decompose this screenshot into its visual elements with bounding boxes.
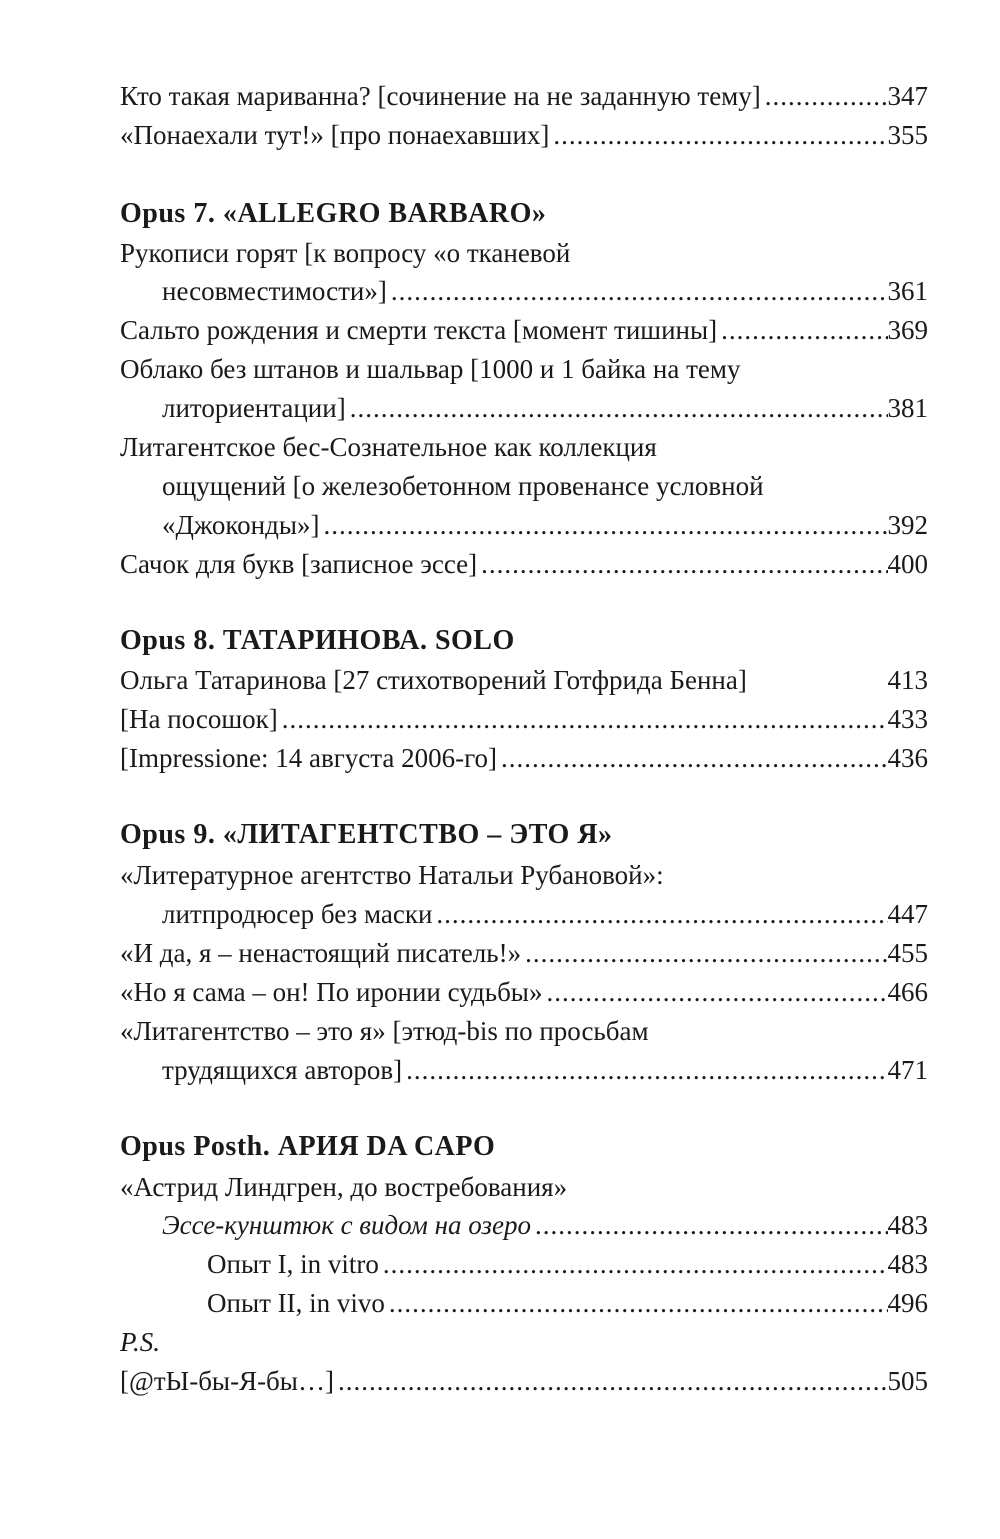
toc-entry-title: Сальто рождения и смерти текста [момент тишины] — [120, 315, 718, 345]
toc-entry-title: Сачок для букв [записное эссе] — [120, 549, 478, 579]
toc-entry-title: Ольга Татаринова [27 стихотворений Готфрида Бенна] — [120, 665, 747, 695]
toc-entry-title: «Джоконды»] — [162, 510, 320, 540]
dot-leader — [542, 972, 887, 1012]
toc-entry-page: 381 — [887, 393, 928, 423]
toc-entry-title: несовместимости»] — [162, 276, 387, 306]
dot-leader — [402, 1050, 887, 1090]
dot-leader — [761, 76, 888, 116]
dot-leader — [385, 1283, 888, 1323]
toc-entry — [207, 1244, 928, 1284]
toc-entry-line: Рукописи горят [к вопросу «о тканевой — [120, 238, 571, 268]
toc-entry-line: «Литагентство – это я» [этюд-bis по просьбам — [120, 1016, 649, 1046]
ps-label: P.S. — [120, 1327, 161, 1357]
section-heading: Opus 8. ТАТАРИНОВА. SOLO — [120, 625, 515, 656]
toc-entry — [120, 933, 928, 973]
toc-entry-line: Литагентское бес-Сознательное как коллекция — [120, 432, 657, 462]
toc-entry-page: 483 — [887, 1210, 928, 1240]
toc-entry-title: трудящихся авторов] — [162, 1055, 403, 1085]
toc-entry-page: 369 — [887, 315, 928, 345]
toc-entry-page: 355 — [887, 120, 928, 150]
toc-entry-title: [Impressione: 14 августа 2006-го] — [120, 743, 497, 773]
toc-entry-title: литпродюсер без маски — [162, 899, 433, 929]
toc-entry — [162, 388, 928, 428]
section-heading: Opus 7. «ALLEGRO BARBARO» — [120, 198, 547, 229]
toc-entry-title: «И да, я – ненастоящий писатель!» — [120, 938, 522, 968]
section-heading: Opus Posth. АРИЯ DA CAPO — [120, 1131, 496, 1162]
toc-entry-page: 413 — [887, 665, 928, 695]
dot-leader — [521, 933, 887, 973]
section-heading: Opus 9. «ЛИТАГЕНТСТВО – ЭТО Я» — [120, 819, 613, 850]
toc-entry-title: Эссе-кунштюк с видом на озеро — [162, 1210, 531, 1240]
toc-entry — [120, 310, 928, 350]
toc-entry — [207, 1283, 928, 1323]
toc-entry-page: 455 — [887, 938, 928, 968]
toc-entry-line: «Литературное агентство Натальи Рубановой»: — [120, 860, 664, 890]
toc-entry — [120, 972, 928, 1012]
toc-entry-page: 361 — [887, 276, 928, 306]
dot-leader — [387, 271, 888, 311]
dot-leader — [549, 115, 887, 155]
dot-leader — [319, 505, 887, 545]
toc-entry-page: 400 — [887, 549, 928, 579]
toc-entry-title: Кто такая мариванна? [сочинение на не заданную тему] — [120, 81, 761, 111]
toc-entry-line: «Астрид Линдгрен, до востребования» — [120, 1172, 568, 1202]
toc-entry — [120, 738, 928, 778]
toc-entry — [162, 271, 928, 311]
toc-entry — [162, 505, 928, 545]
toc-entry — [162, 1050, 928, 1090]
dot-leader — [346, 388, 888, 428]
toc-entry — [120, 76, 928, 116]
toc-entry-title: Опыт II, in vivo — [207, 1288, 385, 1318]
toc-entry — [162, 894, 928, 934]
toc-entry-page: 433 — [887, 704, 928, 734]
toc-entry-page: 466 — [887, 977, 928, 1007]
toc-entry-page: 483 — [887, 1249, 928, 1279]
toc-entry-title: литориентации] — [162, 393, 346, 423]
toc-entry-line: ощущений [о железобетонном провенансе условной — [162, 471, 764, 501]
toc-entry — [120, 660, 928, 700]
toc-entry-page: 471 — [887, 1055, 928, 1085]
toc-entry-page: 496 — [887, 1288, 928, 1318]
toc-entry-title: Опыт I, in vitro — [207, 1249, 379, 1279]
toc-entry-page: 436 — [887, 743, 928, 773]
dot-leader — [278, 699, 888, 739]
toc-entry-title: «Но я сама – он! По иронии судьбы» — [120, 977, 543, 1007]
toc-entry-page: 447 — [887, 899, 928, 929]
toc-entry — [120, 699, 928, 739]
dot-leader — [334, 1361, 888, 1401]
toc-entry-line: Облако без штанов и шальвар [1000 и 1 байка на тему — [120, 354, 741, 384]
toc-entry — [120, 544, 928, 584]
toc-entry-title: [На посошок] — [120, 704, 278, 734]
dot-leader — [717, 310, 887, 350]
toc-entry-page: 505 — [887, 1366, 928, 1396]
dot-leader — [379, 1244, 888, 1284]
toc-entry — [120, 115, 928, 155]
dot-leader — [531, 1205, 888, 1245]
toc-entry — [120, 1361, 928, 1401]
toc-entry-title: «Понаехали тут!» [про понаехавших] — [120, 120, 550, 150]
toc-entry-page: 347 — [887, 81, 928, 111]
dot-leader — [432, 894, 887, 934]
toc-entry-title: [@тЫ-бы-Я-бы…] — [120, 1366, 334, 1396]
toc-entry-page: 392 — [887, 510, 928, 540]
toc-entry — [162, 1205, 928, 1245]
dot-leader — [477, 544, 887, 584]
dot-leader — [497, 738, 888, 778]
